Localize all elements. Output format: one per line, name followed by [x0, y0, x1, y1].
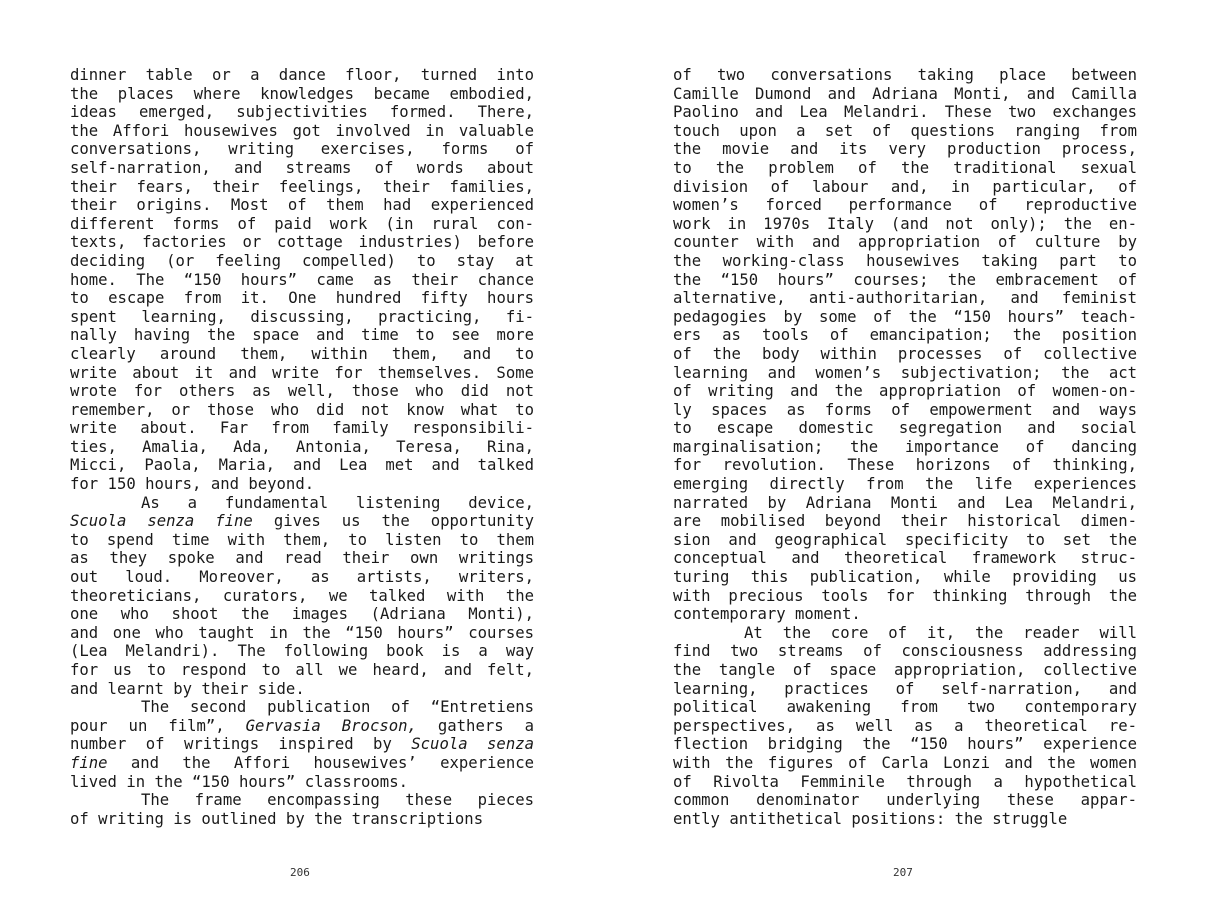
text-line: (Lea Melandri). The following book is a way: [70, 642, 534, 661]
text-line: At the core of it, the reader will: [744, 623, 1137, 642]
text-line: conversations, writing exercises, forms of: [70, 140, 534, 159]
text-line: fine and the Affori housewives’ experience: [70, 753, 534, 772]
text-line: texts, factories or cottage industries) before: [70, 233, 534, 252]
text-line: flection bridging the “150 hours” experience: [673, 735, 1137, 754]
text-line: remember, or those who did not know what to: [70, 400, 534, 419]
text-line: write about. Far from family responsibili-: [70, 419, 534, 438]
text-line: turing this publication, while providing us: [673, 568, 1137, 587]
left-page-number: 206: [290, 866, 310, 879]
text-line: for revolution. These horizons of thinking,: [673, 456, 1137, 475]
text-line: The second publication of “Entretiens: [141, 698, 534, 717]
text-line: the tangle of space appropriation, collective: [673, 661, 1137, 679]
text-line: to the problem of the traditional sexual: [673, 158, 1137, 177]
right-page-number: 207: [893, 866, 913, 879]
text-line: spent learning, discussing, practicing, fi-: [70, 307, 534, 326]
text-line: are mobilised beyond their historical dimen-: [673, 512, 1137, 531]
text-line: conceptual and theoretical framework struc-: [673, 549, 1137, 568]
text-line: of writing and the appropriation of women-on-: [673, 382, 1137, 401]
text-line: to spend time with them, to listen to them: [70, 530, 534, 549]
text-line: nally having the space and time to see more: [70, 326, 534, 345]
text-line: learning, practices of self-narration, and: [673, 679, 1137, 698]
text-line: their origins. Most of them had experienced: [70, 196, 534, 215]
text-line: political awakening from two contemporary: [673, 698, 1137, 717]
text-line: with precious tools for thinking through the: [673, 586, 1137, 605]
text-line: clearly around them, within them, and to: [70, 344, 534, 363]
text-line: of the body within processes of collective: [673, 344, 1137, 363]
text-line: pour un film”, Gervasia Brocson, gathers a: [70, 716, 534, 735]
text-line: ers as tools of emancipation; the position: [673, 326, 1137, 345]
text-line: counter with and appropriation of culture by: [673, 233, 1137, 252]
text-line: home. The “150 hours” came as their chance: [70, 270, 534, 289]
text-line: write about it and write for themselves. Some: [70, 363, 534, 382]
text-line: sion and geographical specificity to set the: [673, 530, 1137, 549]
text-line: number of writings inspired by Scuola senza: [70, 735, 534, 754]
text-line: Micci, Paola, Maria, and Lea met and talked: [70, 456, 534, 475]
text-line: narrated by Adriana Monti and Lea Melandri,: [673, 493, 1137, 512]
text-line: as they spoke and read their own writings: [70, 549, 534, 568]
text-line: with the figures of Carla Lonzi and the women: [673, 753, 1137, 772]
text-line: to escape domestic segregation and social: [673, 419, 1137, 438]
text-line: wrote for others as well, those who did not: [70, 382, 534, 401]
text-line: touch upon a set of questions ranging from: [673, 121, 1137, 140]
text-line: of two conversations taking place between: [673, 66, 1137, 84]
text-line: Scuola senza fine gives us the opportunity: [70, 512, 534, 531]
text-line: the places where knowledges became embodied,: [70, 84, 534, 103]
text-line: and one who taught in the “150 hours” courses: [70, 623, 534, 642]
text-line: learning and women’s subjectivation; the act: [673, 363, 1137, 382]
text-line: out loud. Moreover, as artists, writers,: [70, 568, 534, 587]
left-page-body-text: [70, 66, 534, 828]
text-line: alternative, anti-authoritarian, and feminist: [673, 289, 1137, 308]
text-line: theoreticians, curators, we talked with the: [70, 586, 534, 605]
text-line: for 150 hours, and beyond.: [70, 475, 315, 494]
text-line: work in 1970s Italy (and not only); the en-: [673, 214, 1137, 233]
text-line: emerging directly from the life experiences: [673, 475, 1137, 494]
text-line: the working-class housewives taking part to: [673, 251, 1137, 270]
text-line: Paolino and Lea Melandri. These two exchanges: [673, 103, 1137, 122]
text-line: find two streams of consciousness addressing: [673, 642, 1137, 661]
text-line: different forms of paid work (in rural con-: [70, 214, 534, 233]
text-line: lived in the “150 hours” classrooms.: [70, 772, 408, 791]
right-page-body-text: [673, 66, 1137, 828]
text-line: and learnt by their side.: [70, 679, 305, 698]
text-line: of Rivolta Femminile through a hypothetical: [673, 772, 1137, 791]
text-line: dinner table or a dance floor, turned into: [70, 66, 534, 84]
text-line: pedagogies by some of the “150 hours” teach-: [673, 307, 1137, 326]
text-line: contemporary moment.: [673, 605, 861, 624]
text-line: ently antithetical positions: the struggle: [673, 809, 1068, 828]
text-line: self-narration, and streams of words about: [70, 158, 534, 177]
text-line: for us to respond to all we heard, and felt,: [70, 661, 534, 679]
text-line: deciding (or feeling compelled) to stay at: [70, 251, 534, 270]
text-line: common denominator underlying these appar-: [673, 791, 1137, 810]
text-line: marginalisation; the importance of dancing: [673, 437, 1137, 456]
text-line: women’s forced performance of reproductive: [673, 196, 1137, 215]
text-line: Camille Dumond and Adriana Monti, and Camilla: [673, 84, 1137, 103]
text-line: one who shoot the images (Adriana Monti),: [70, 605, 534, 624]
text-line: The frame encompassing these pieces: [141, 791, 534, 810]
text-line: the “150 hours” courses; the embracement of: [673, 270, 1137, 289]
text-line: the Affori housewives got involved in valuable: [70, 121, 534, 140]
text-line: ly spaces as forms of empowerment and ways: [673, 400, 1137, 419]
text-line: to escape from it. One hundred fifty hours: [70, 289, 534, 308]
text-line: the movie and its very production process,: [673, 140, 1137, 159]
text-line: of writing is outlined by the transcriptions: [70, 809, 484, 828]
text-line: perspectives, as well as a theoretical re-: [673, 716, 1137, 735]
right-page: [603, 0, 1206, 904]
text-line: As a fundamental listening device,: [141, 493, 534, 512]
text-line: ties, Amalia, Ada, Antonia, Teresa, Rina,: [70, 437, 534, 456]
text-line: their fears, their feelings, their families,: [70, 177, 534, 196]
text-line: ideas emerged, subjectivities formed. There,: [70, 103, 534, 122]
text-line: division of labour and, in particular, of: [673, 177, 1137, 196]
